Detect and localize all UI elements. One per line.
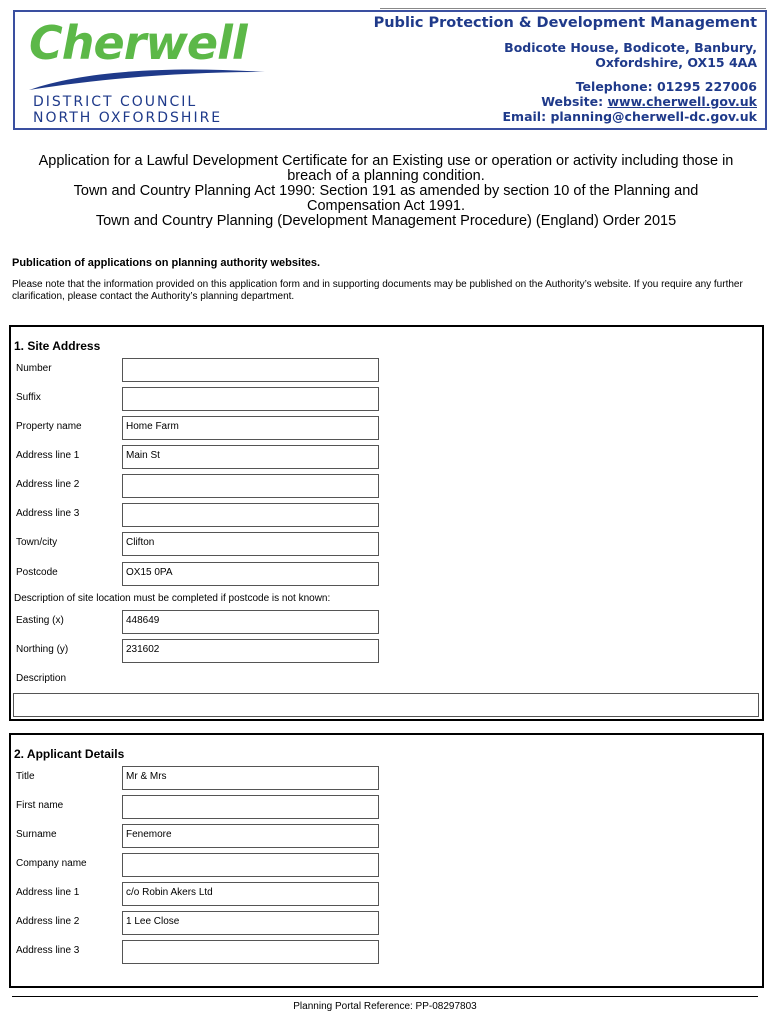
address-line1-label: Address line 1: [16, 450, 80, 461]
company-field[interactable]: [122, 853, 379, 877]
property-name-field[interactable]: Home Farm: [122, 416, 379, 440]
surname-label: Surname: [16, 829, 57, 840]
location-note: Description of site location must be completed if postcode is not known:: [14, 593, 331, 604]
first-name-field[interactable]: [122, 795, 379, 819]
applicant-title: 2. Applicant Details: [14, 747, 125, 761]
applicant-address-line2-field[interactable]: 1 Lee Close: [122, 911, 379, 935]
council-logo: [25, 16, 275, 128]
postcode-field[interactable]: OX15 0PA: [122, 562, 379, 586]
postcode-label: Postcode: [16, 567, 58, 578]
applicant-address-line1-label: Address line 1: [16, 887, 80, 898]
website-link[interactable]: www.cherwell.gov.uk: [607, 94, 757, 109]
header-top-rule: [380, 8, 766, 9]
address-line2-field[interactable]: [122, 474, 379, 498]
council-name-line1: DISTRICT COUNCIL: [33, 94, 198, 110]
title-field[interactable]: Mr & Mrs: [122, 766, 379, 790]
property-name-label: Property name: [16, 421, 82, 432]
portal-reference: Planning Portal Reference: PP-08297803: [293, 1001, 477, 1012]
town-field[interactable]: Clifton: [122, 532, 379, 556]
address-line3-field[interactable]: [122, 503, 379, 527]
easting-label: Easting (x): [16, 615, 64, 626]
address-line1: Bodicote House, Bodicote, Banbury,: [504, 40, 757, 55]
page-title: Application for a Lawful Development Certificate for an Existing use or operation or activity including those in breach of a planning condition. Town and Country Planning Act 1990: Section 191 as amended by section 10 of the Planning and Compensation Act 1991. Town and Country Planning (Development Management Procedure) (England) Order 2015: [38, 153, 734, 229]
address-line3-label: Address line 3: [16, 508, 80, 519]
number-field[interactable]: [122, 358, 379, 382]
publication-heading: Publication of applications on planning authority websites.: [12, 257, 321, 269]
description-field[interactable]: [13, 693, 759, 717]
logo-wordmark: Cherwell: [29, 16, 247, 70]
site-address-section: [9, 325, 764, 721]
website: Website: www.cherwell.gov.uk: [541, 94, 757, 109]
company-label: Company name: [16, 858, 87, 869]
telephone: Telephone: 01295 227006: [575, 79, 757, 94]
address-line2: Oxfordshire, OX15 4AA: [595, 55, 757, 70]
contact-block: [374, 16, 757, 124]
email: Email: planning@cherwell-dc.gov.uk: [502, 109, 757, 124]
town-label: Town/city: [16, 537, 58, 548]
suffix-field[interactable]: [122, 387, 379, 411]
email-link[interactable]: planning@cherwell-dc.gov.uk: [550, 109, 757, 124]
surname-field[interactable]: Fenemore: [122, 824, 379, 848]
applicant-section: [9, 733, 764, 988]
easting-field[interactable]: 448649: [122, 610, 379, 634]
site-address-title: 1. Site Address: [14, 339, 101, 353]
logo-swoosh-icon: [25, 64, 270, 94]
address-line1-field[interactable]: Main St: [122, 445, 379, 469]
applicant-address-line2-label: Address line 2: [16, 916, 80, 927]
council-name-line2: NORTH OXFORDSHIRE: [33, 110, 223, 126]
first-name-label: First name: [16, 800, 64, 811]
northing-field[interactable]: 231602: [122, 639, 379, 663]
address-line2-label: Address line 2: [16, 479, 80, 490]
org-name: Public Protection & Development Management: [373, 15, 757, 31]
northing-label: Northing (y): [16, 644, 69, 655]
suffix-label: Suffix: [16, 392, 41, 403]
footer-rule: [12, 996, 758, 997]
letterhead: [13, 10, 767, 130]
applicant-address-line1-field[interactable]: c/o Robin Akers Ltd: [122, 882, 379, 906]
applicant-address-line3-label: Address line 3: [16, 945, 80, 956]
applicant-address-line3-field[interactable]: [122, 940, 379, 964]
title-label: Title: [16, 771, 35, 782]
council-name: [33, 94, 222, 126]
description-label: Description: [16, 673, 67, 684]
number-label: Number: [16, 363, 52, 374]
publication-text: Please note that the information provided on this application form and in supporting documents may be published on the Authority’s website. If you require any further clarification, please contact the Authority’s planning department.: [12, 279, 743, 302]
